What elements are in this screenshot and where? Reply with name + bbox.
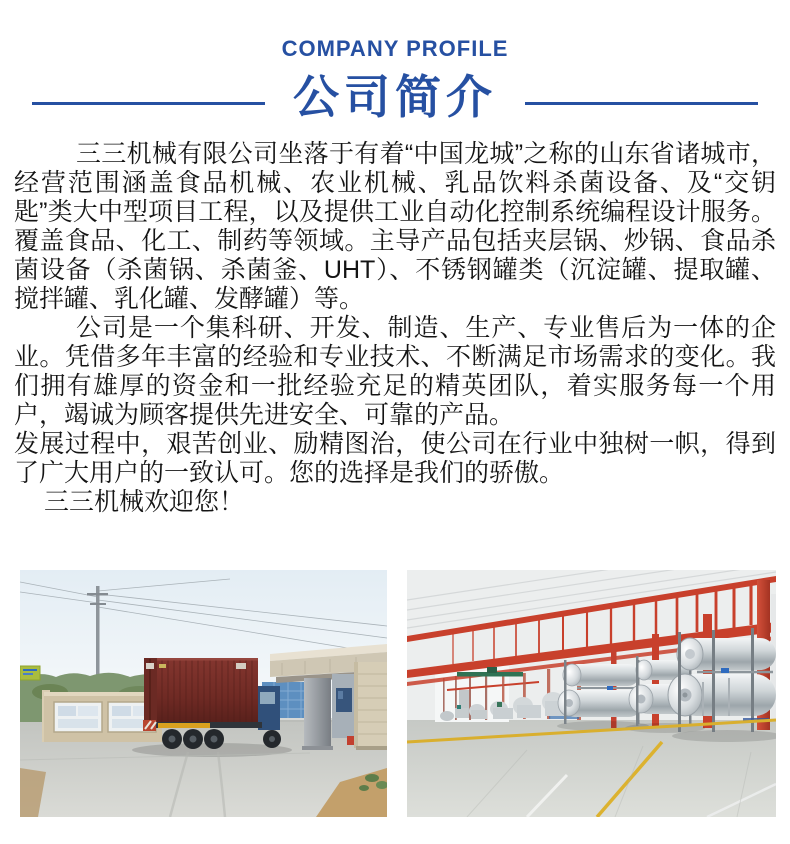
gate-pillar — [304, 678, 331, 748]
red-bucket — [347, 736, 354, 745]
section-eyebrow: COMPANY PROFILE — [281, 36, 509, 61]
paragraph-capabilities: 公司是一个集科研、开发、制造、生产、专业售后为一体的企业。凭借多年丰富的经验和专业技术、不断满足市场需求的变化。我们拥有雄厚的资金和一批经验充足的精英团队，着实服务每一个用户，竭诚为顾客提供先进安全、可靠的产品。 — [14, 314, 776, 429]
section-title-row — [0, 64, 790, 124]
factory-gate-truck-photo — [20, 570, 387, 817]
profile-text — [14, 140, 776, 517]
page-title: 公司简介 — [293, 71, 497, 123]
title-left-rule — [32, 102, 265, 105]
paragraph-development: 发展过程中，艰苦创业、励精图治，使公司在行业中独树一帜，得到了广大用户的一致认可。您的选择是我们的骄傲。 — [14, 430, 776, 487]
paragraph-welcome: 三三机械欢迎您！ — [44, 488, 245, 516]
title-right-rule — [525, 102, 758, 105]
photo-row — [20, 570, 776, 817]
paragraph-company-intro: 三三机械有限公司坐落于有着“中国龙城”之称的山东省诸城市，经营范围涵盖食品机械、农业机械、乳品饮料杀菌设备、及“交钥匙”类大中型项目工程，以及提供工业自动化控制系统编程设计服务。覆盖食品、化工、制药等领域。主导产品包括夹层锅、炒锅、食品杀菌设备（杀菌锅、杀菌釜、UHT）、不锈钢罐类（沉淀罐、提取罐、搅拌罐、乳化罐、发酵罐）等。 — [14, 140, 776, 313]
workshop-retort-tanks-photo — [407, 570, 776, 817]
